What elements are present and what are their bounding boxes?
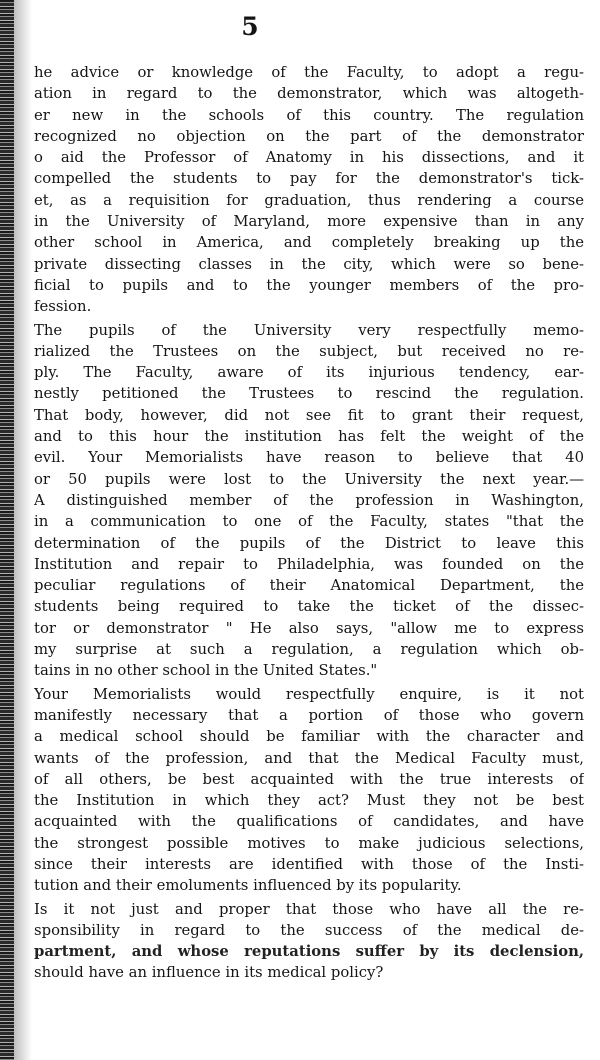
text-line: and to this hour the institution has felt the weight of the — [34, 428, 584, 446]
text-line: other school in America, and completely breaking up the — [34, 234, 584, 252]
text-line: tution and their emoluments influenced by its popularity. — [34, 877, 462, 895]
text-line: o aid the Professor of Anatomy in his dissections, and it — [34, 149, 584, 167]
text-line: should have an influence in its medical policy? — [34, 964, 384, 982]
text-line: sponsibility in regard to the success of the medical de- — [34, 921, 584, 939]
paragraph — [34, 62, 584, 318]
book-binding-edge — [0, 0, 14, 1060]
text-line: ficial to pupils and to the younger members of the pro- — [34, 276, 584, 294]
text-line: That body, however, did not see fit to grant their request, — [34, 406, 584, 424]
text-line: partment, and whose reputations suffer by its declension, — [34, 943, 584, 961]
text-line: ply. The Faculty, aware of its injurious tendency, ear- — [34, 364, 584, 382]
text-line: tains in no other school in the United States." — [34, 662, 378, 680]
text-line: The pupils of the University very respectfully memo- — [34, 321, 584, 339]
text-line: Is it not just and proper that those who have all the re- — [34, 900, 584, 918]
text-line: ation in regard to the demonstrator, which was altogeth- — [34, 85, 584, 103]
text-line: wants of the profession, and that the Medical Faculty must, — [34, 749, 584, 767]
text-line: the Institution in which they act? Must they not be best — [34, 792, 584, 810]
text-line: the strongest possible motives to make judicious selections, — [34, 834, 584, 852]
text-line: rialized the Trustees on the subject, but received no re- — [34, 342, 584, 360]
text-line: evil. Your Memorialists have reason to believe that 40 — [34, 449, 584, 467]
paragraph — [34, 320, 584, 682]
text-line: since their interests are identified with those of the Insti- — [34, 855, 584, 873]
text-line: et, as a requisition for graduation, thus rendering a course — [34, 191, 584, 209]
text-line: peculiar regulations of their Anatomical Department, the — [34, 577, 584, 595]
paragraph — [34, 899, 584, 984]
binding-shadow — [14, 0, 32, 1060]
text-line: tor or demonstrator " He also says, "allow me to express — [34, 619, 584, 637]
text-line: Institution and repair to Philadelphia, was founded on the — [34, 555, 584, 573]
text-line: he advice or knowledge of the Faculty, to adopt a regu- — [34, 64, 584, 81]
text-line: Your Memorialists would respectfully enquire, is it not — [34, 685, 584, 703]
text-line: nestly petitioned the Trustees to rescind the regulation. — [34, 385, 584, 403]
page-number: 5 — [241, 12, 259, 41]
text-line: compelled the students to pay for the demonstrator's tick- — [34, 170, 584, 188]
paragraph — [34, 684, 584, 897]
body-text — [34, 62, 584, 984]
text-line: my surprise at such a regulation, a regulation which ob- — [34, 641, 584, 659]
text-line: recognized no objection on the part of the demonstrator — [34, 127, 584, 145]
text-line: or 50 pupils were lost to the University the next year.— — [34, 470, 584, 488]
text-line: in the University of Maryland, more expensive than in any — [34, 213, 584, 231]
text-line: er new in the schools of this country. The regulation — [34, 106, 584, 124]
text-line: manifestly necessary that a portion of those who govern — [34, 706, 584, 724]
text-line: students being required to take the ticket of the dissec- — [34, 598, 584, 616]
text-line: a medical school should be familiar with the character and — [34, 728, 584, 746]
text-line: acquainted with the qualifications of candidates, and have — [34, 813, 584, 831]
text-line: of all others, be best acquainted with the true interests of — [34, 770, 584, 788]
text-line: determination of the pupils of the District to leave this — [34, 534, 584, 552]
text-line: fession. — [34, 298, 92, 316]
text-line: A distinguished member of the profession in Washington, — [34, 491, 584, 509]
text-line: private dissecting classes in the city, which were so bene- — [34, 255, 584, 273]
text-line: in a communication to one of the Faculty, states "that the — [34, 513, 584, 531]
